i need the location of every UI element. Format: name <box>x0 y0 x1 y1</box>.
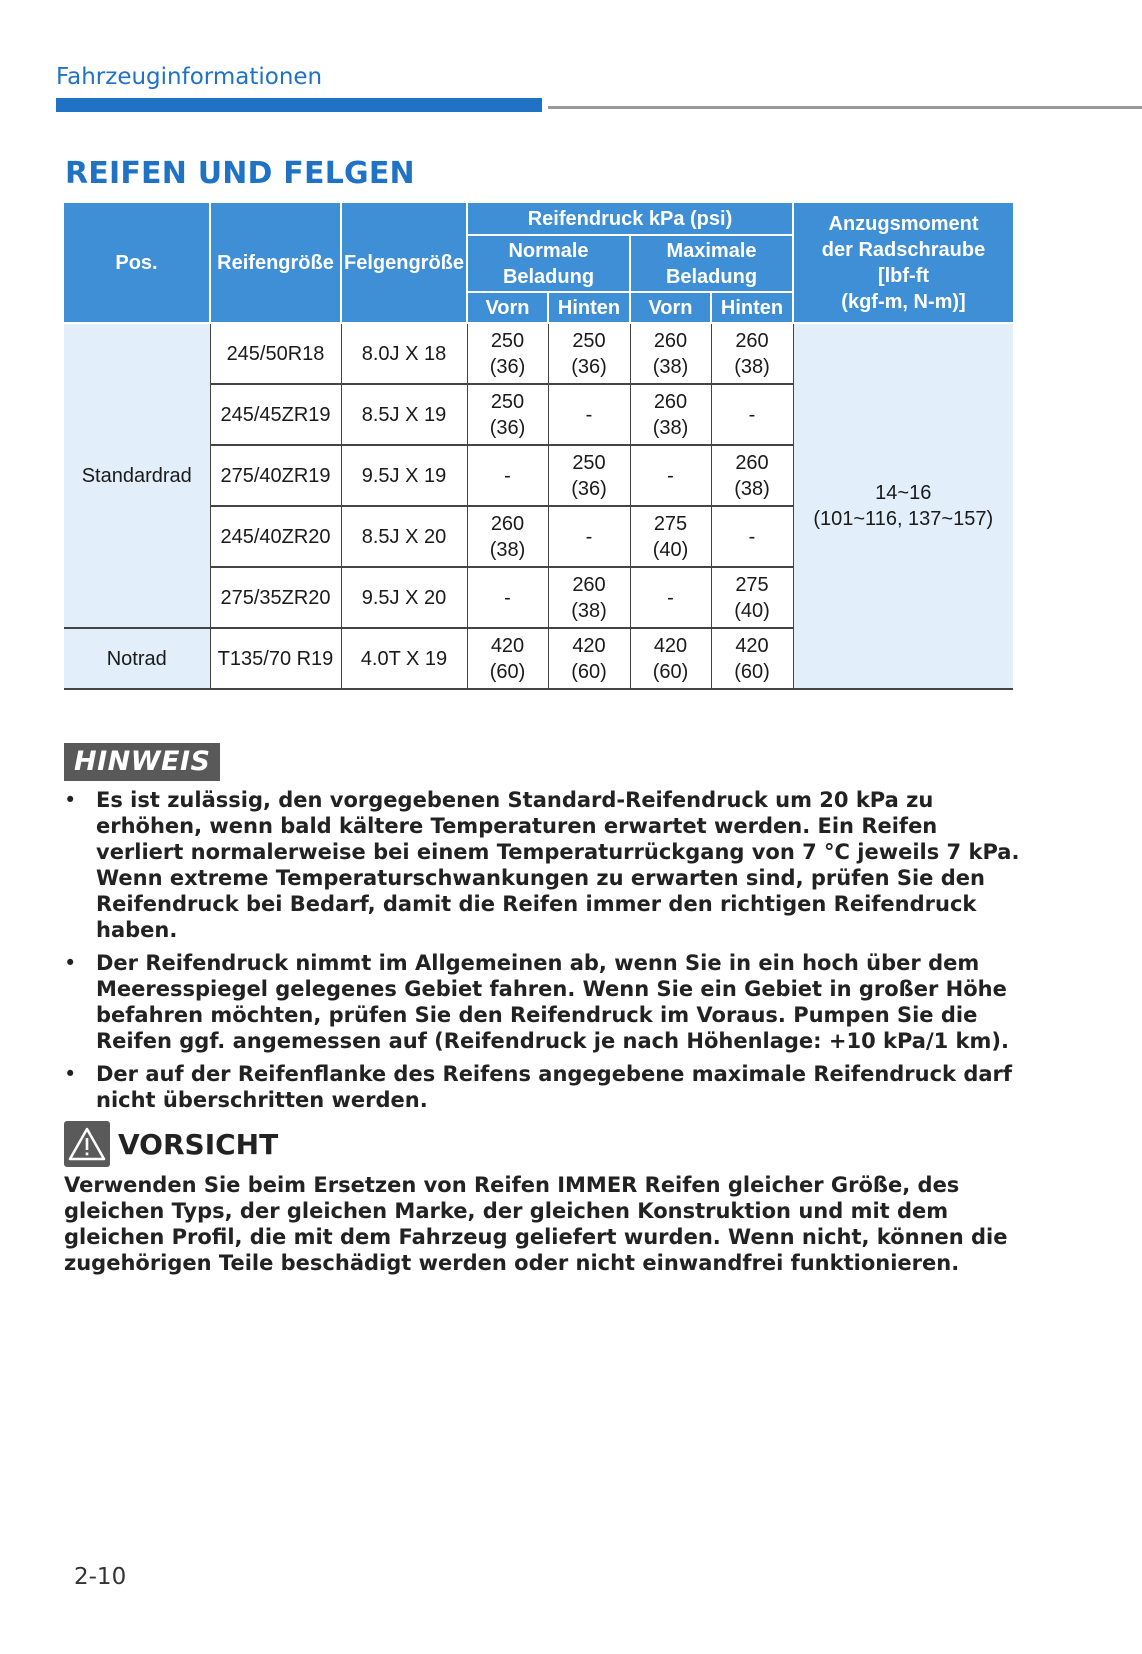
pressure-max-rear: 260 (38) <box>711 323 793 384</box>
header-tire-size: Reifengröße <box>210 203 341 323</box>
running-header: Fahrzeuginformationen <box>56 64 323 90</box>
pressure-max-rear: - <box>711 384 793 445</box>
note-text: Der Reifendruck nimmt im Allgemeinen ab, wenn Sie in ein hoch über dem Meeresspiegel gelegenes Gebiet fahren. Wenn Sie ein Gebiet in großer Höhe befahren möchten, prüfen Sie den Reifendruck im Voraus. Pumpen Sie die Reifen ggf. angemessen auf (Reifendruck je nach Höhenlage: +10 kPa/1 km). <box>96 951 1009 1053</box>
page-number: 2-10 <box>74 1564 127 1590</box>
section-title: REIFEN UND FELGEN <box>65 156 415 191</box>
torque-value <box>793 323 1013 689</box>
pressure-max-front: 260 (38) <box>630 384 711 445</box>
bullet: • <box>64 951 77 975</box>
header-max-front: Vorn <box>630 292 711 323</box>
header-torque <box>793 203 1013 323</box>
note-text: Es ist zulässig, den vorgegebenen Standard-Reifendruck um 20 kPa zu erhöhen, wenn bald kältere Temperaturen erwartet werden. Ein Reifen verliert normalerweise bei einem Temperaturrückgang von 7 °C jeweils 7 kPa. Wenn extreme Temperaturschwankungen zu erwarten sind, prüfen Sie den Reifendruck bei Bedarf, damit die Reifen immer den richtigen Reifendruck haben. <box>96 788 1020 942</box>
header-torque-line1: Anzugsmoment <box>828 212 979 235</box>
table-row <box>64 323 1013 384</box>
header-rim-size: Felgengröße <box>341 203 467 323</box>
header-accent-bar <box>56 98 542 112</box>
pressure-normal-front: - <box>467 567 548 628</box>
pressure-normal-rear: - <box>548 384 630 445</box>
bullet: • <box>64 788 77 812</box>
list-item <box>64 950 1024 1054</box>
pressure-max-rear: - <box>711 506 793 567</box>
header-normal-rear: Hinten <box>548 292 630 323</box>
pressure-max-front: 260 (38) <box>630 323 711 384</box>
pressure-normal-rear: 260 (38) <box>548 567 630 628</box>
pressure-normal-front: 420 (60) <box>467 628 548 689</box>
vorsicht-heading <box>64 1120 278 1168</box>
torque-value-line2: (101~116, 137~157) <box>813 508 994 530</box>
hinweis-list <box>64 787 1024 1120</box>
rim-size-cell: 9.5J X 19 <box>341 445 467 506</box>
pressure-normal-rear: 420 (60) <box>548 628 630 689</box>
position-spare: Notrad <box>64 628 210 689</box>
pressure-normal-front: 260 (38) <box>467 506 548 567</box>
pressure-max-rear: 275 (40) <box>711 567 793 628</box>
header-max-load: Maximale Beladung <box>630 235 793 292</box>
rim-size-cell: 8.0J X 18 <box>341 323 467 384</box>
pressure-normal-front: 250 (36) <box>467 384 548 445</box>
header-normal-front: Vorn <box>467 292 548 323</box>
pressure-normal-rear: 250 (36) <box>548 445 630 506</box>
rim-size-cell: 9.5J X 20 <box>341 567 467 628</box>
tire-size-cell: 275/35ZR20 <box>210 567 341 628</box>
bullet: • <box>64 1062 77 1086</box>
header-max-rear: Hinten <box>711 292 793 323</box>
vorsicht-text: Verwenden Sie beim Ersetzen von Reifen IMMER Reifen gleicher Größe, des gleichen Typs, der gleichen Marke, der gleichen Konstruktion und mit dem gleichen Profil, die mit dem Fahrzeug geliefert wurden. Wenn nicht, können die zugehörigen Teile beschädigt werden oder nicht einwandfrei funktionieren. <box>64 1173 1008 1275</box>
header-normal-load: Normale Beladung <box>467 235 630 292</box>
pressure-normal-rear: 250 (36) <box>548 323 630 384</box>
tire-specs-table <box>64 203 1013 690</box>
tire-size-cell: 275/40ZR19 <box>210 445 341 506</box>
hinweis-label: HINWEIS <box>64 743 220 781</box>
tire-size-cell: 245/50R18 <box>210 323 341 384</box>
header-rule <box>548 106 1142 109</box>
pressure-max-front: 420 (60) <box>630 628 711 689</box>
list-item <box>64 1061 1024 1113</box>
pressure-normal-front: - <box>467 445 548 506</box>
pressure-normal-front: 250 (36) <box>467 323 548 384</box>
header-torque-line4: (kgf-m, N-m)] <box>841 290 966 313</box>
header-pressure: Reifendruck kPa (psi) <box>467 203 793 235</box>
vorsicht-title: VORSICHT <box>118 1127 279 1161</box>
note-text: Der auf der Reifenflanke des Reifens angegebene maximale Reifendruck darf nicht überschritten werden. <box>96 1062 1013 1112</box>
tire-size-cell: 245/45ZR19 <box>210 384 341 445</box>
list-item <box>64 787 1024 943</box>
pressure-max-front: 275 (40) <box>630 506 711 567</box>
rim-size-cell: 8.5J X 20 <box>341 506 467 567</box>
position-standard: Standardrad <box>64 323 210 628</box>
header-torque-line2: der Radschraube <box>821 238 986 261</box>
rim-size-cell: 8.5J X 19 <box>341 384 467 445</box>
tire-size-cell: T135/70 R19 <box>210 628 341 689</box>
pressure-max-rear: 420 (60) <box>711 628 793 689</box>
tire-size-cell: 245/40ZR20 <box>210 506 341 567</box>
pressure-normal-rear: - <box>548 506 630 567</box>
header-torque-line3: [lbf-ft <box>877 264 930 287</box>
header-pos: Pos. <box>64 203 210 323</box>
torque-value-line1: 14~16 <box>875 482 932 504</box>
pressure-max-front: - <box>630 445 711 506</box>
pressure-max-rear: 260 (38) <box>711 445 793 506</box>
warning-triangle-icon <box>64 1121 110 1167</box>
pressure-max-front: - <box>630 567 711 628</box>
rim-size-cell: 4.0T X 19 <box>341 628 467 689</box>
